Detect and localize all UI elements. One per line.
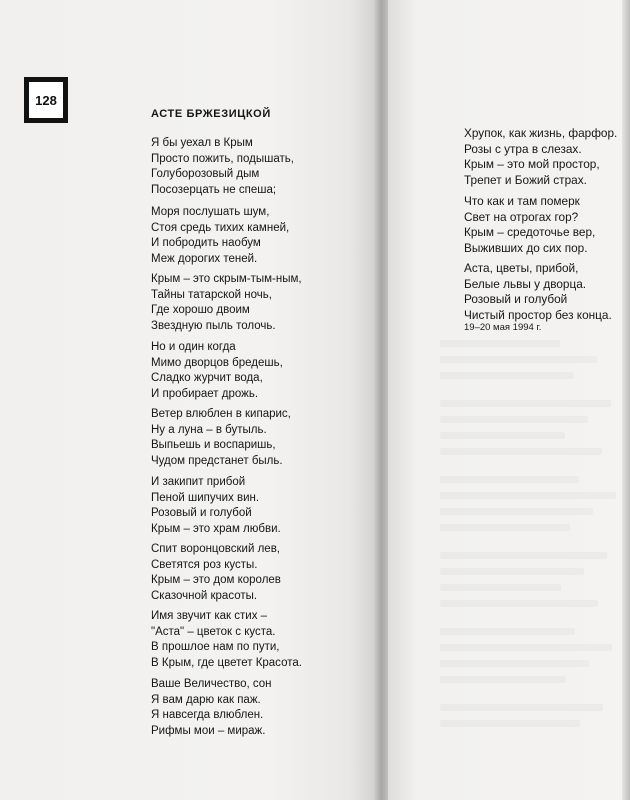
poem-line: Имя звучит как стих –	[151, 610, 268, 622]
show-through-line	[440, 400, 611, 407]
poem-line: Розовый и голубой	[151, 507, 252, 519]
poem-line: Сладко журчит вода,	[151, 372, 263, 384]
poem-line: Я вам дарю как паж.	[151, 693, 261, 706]
poem-line: Я навсегда влюблен.	[151, 709, 264, 721]
poem-line: Свет на отрогах гор?	[464, 209, 579, 224]
stanza-right-1	[464, 126, 617, 188]
stanza-left-4	[151, 340, 283, 402]
poem-date: 19–20 мая 1994 г.	[464, 322, 542, 333]
stanza-left-1	[151, 136, 294, 198]
poem-line: Ваше Величество, сон	[151, 678, 272, 690]
poem-line: Сказочной красоты.	[151, 589, 258, 602]
show-through-line	[440, 644, 612, 651]
poem-line: В прошлое нам по пути,	[151, 641, 280, 653]
show-through-line	[440, 628, 575, 635]
stanza-left-2	[151, 205, 289, 267]
poem-line: Где хорошо двоим	[151, 304, 250, 316]
poem-line: Что как и там померк	[464, 194, 580, 208]
poem-line: Рифмы мои – мираж.	[151, 724, 266, 737]
stanza-left-6	[151, 475, 281, 537]
show-through-line	[440, 508, 593, 515]
show-through-line	[440, 676, 566, 683]
show-through-line	[440, 552, 607, 559]
stanza-left-3	[151, 272, 302, 334]
show-through-line	[440, 448, 602, 455]
poem-line: Крым – это храм любви.	[151, 522, 281, 535]
poem-line: Звездную пыль толочь.	[151, 319, 276, 332]
poem-line: И побродить наобум	[151, 237, 261, 249]
poem-line: Выпьешь и воспаришь,	[151, 439, 276, 451]
show-through-line	[440, 584, 561, 591]
show-through-line	[440, 372, 574, 379]
poem-line: Мимо дворцов бредешь,	[151, 356, 283, 369]
poem-line: Белые львы у дворца.	[464, 276, 587, 291]
show-through-line	[440, 432, 565, 439]
poem-line: Розовый и голубой	[464, 292, 568, 306]
stanza-left-9	[151, 677, 272, 739]
show-through-line	[440, 492, 616, 499]
poem-line: Спит воронцовский лев,	[151, 543, 281, 555]
poem-line: Пеной шипучих вин.	[151, 491, 260, 504]
poem-line: Просто пожить, подышать,	[151, 152, 294, 165]
poem-title: АСТЕ БРЖЕЗИЦКОЙ	[151, 108, 271, 120]
poem-line: Крым – средоточье вер,	[464, 225, 596, 239]
show-through-line	[440, 416, 588, 423]
stanza-left-8	[151, 609, 302, 671]
show-through-line	[440, 356, 597, 363]
poem-line: Крым – это мой простор,	[464, 157, 600, 171]
poem-line: Крым – это дом королев	[151, 574, 281, 586]
poem-line: Но и один когда	[151, 341, 236, 353]
poem-line: Хрупок, как жизнь, фарфор.	[464, 126, 618, 140]
poem-line: Я бы уехал в Крым	[151, 137, 253, 149]
poem-line: Голуборозовый дым	[151, 168, 260, 180]
poem-line: Розы с утра в слезах.	[464, 141, 582, 156]
show-through-line	[440, 568, 584, 575]
poem-line: Крым – это скрым-тым-ным,	[151, 273, 302, 285]
poem-line: Чудом предстанет быль.	[151, 454, 283, 467]
stanza-right-2	[464, 194, 595, 256]
poem-line: Аста, цветы, прибой,	[464, 261, 579, 275]
stanza-left-5	[151, 407, 291, 469]
poem-line: Посозерцать не спеша;	[151, 183, 277, 196]
show-through-line	[440, 704, 603, 711]
poem-line: Светятся роз кусты.	[151, 558, 258, 571]
poem-line: И пробирает дрожь.	[151, 387, 259, 400]
poem-line: Выживших до сих пор.	[464, 240, 588, 255]
stanza-left-7	[151, 542, 281, 604]
show-through-line	[440, 720, 580, 727]
show-through-line	[440, 524, 570, 531]
page-number: 128	[24, 77, 68, 123]
poem-line: "Аста" – цветок с куста.	[151, 625, 276, 638]
show-through-line	[440, 600, 598, 607]
poem-line: Моря послушать шум,	[151, 206, 270, 218]
poem-line: Трепет и Божий страх.	[464, 172, 587, 187]
page-edge	[622, 0, 630, 800]
poem-line: И закипит прибой	[151, 476, 246, 488]
poem-line: Ну а луна – в бутыль.	[151, 423, 267, 436]
poem-line: Ветер влюблен в кипарис,	[151, 408, 291, 420]
show-through-line	[440, 340, 560, 347]
show-through-line	[440, 660, 589, 667]
show-through-line	[440, 476, 579, 483]
poem-line: Тайны татарской ночь,	[151, 288, 272, 301]
poem-line: Стоя средь тихих камней,	[151, 221, 290, 234]
stanza-right-3	[464, 261, 612, 323]
poem-line: Чистый простор без конца.	[464, 307, 612, 322]
poem-line: В Крым, где цветет Красота.	[151, 656, 302, 669]
poem-line: Меж дорогих теней.	[151, 252, 258, 265]
